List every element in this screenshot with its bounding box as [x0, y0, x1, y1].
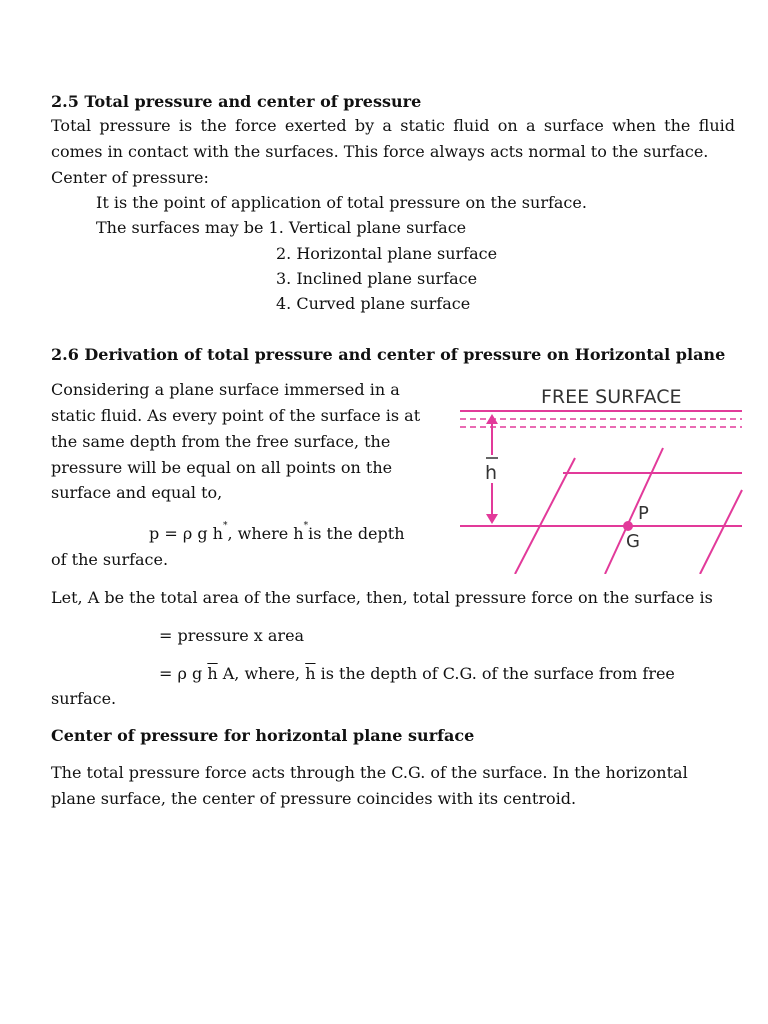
- let-line: Let, A be the total area of the surface, then, total pressure force on the surface is: [51, 588, 713, 607]
- surface-item-3: 3. Inclined plane surface: [276, 269, 478, 288]
- total-pressure-definition-line1: Total pressure is the force exerted by a static fluid on a surface when the fluid: [51, 116, 735, 135]
- pressure-equation-cont: of the surface.: [51, 550, 169, 569]
- depth-label: h: [485, 462, 498, 484]
- depth-arrow-down: [486, 514, 498, 524]
- total-pressure-definition-line2: comes in contact with the surfaces. This force always acts normal to the surface.: [51, 142, 709, 161]
- cop-horizontal-heading: Center of pressure for horizontal plane surface: [51, 726, 475, 745]
- free-surface-label: FREE SURFACE: [541, 386, 682, 408]
- eq1-star-2: *: [303, 521, 309, 531]
- para-line-3: the same depth from the free surface, the: [51, 432, 391, 451]
- plane-right-edge: [700, 490, 742, 574]
- force-equation-1: = pressure x area: [159, 626, 305, 645]
- para-line-4: pressure will be equal on all points on the: [51, 458, 393, 477]
- eq1-star-1: *: [222, 521, 228, 531]
- horizontal-plane-figure: [455, 378, 745, 574]
- surface-item-4: 4. Curved plane surface: [276, 294, 471, 313]
- point-p-label: P: [638, 503, 649, 524]
- eq3-h-bar-2: $\overline{h}$: [305, 664, 316, 683]
- eq1-prefix: p = ρ g h: [149, 524, 223, 543]
- plane-centre-line: [605, 448, 663, 574]
- force-equation-2: [159, 664, 675, 684]
- section-2-5-heading: 2.5 Total pressure and center of pressure: [51, 92, 422, 111]
- eq3-mid: A, where,: [217, 664, 306, 683]
- para-line-5: surface and equal to,: [51, 483, 223, 502]
- centroid-point: [623, 521, 633, 531]
- surface-item-2: 2. Horizontal plane surface: [276, 244, 498, 263]
- cop-horizontal-line1: The total pressure force acts through the C.G. of the surface. In the horizontal: [51, 763, 688, 782]
- para-line-2: static fluid. As every point of the surface is at: [51, 406, 421, 425]
- para-line-1: Considering a plane surface immersed in a: [51, 380, 400, 399]
- eq3-suffix: is the depth of C.G. of the surface from free: [315, 664, 675, 683]
- point-g-label: G: [626, 531, 640, 552]
- pressure-equation: [149, 521, 405, 544]
- force-equation-cont: surface.: [51, 689, 117, 708]
- eq1-mid: , where h: [227, 524, 304, 543]
- cop-horizontal-line2: plane surface, the center of pressure coincides with its centroid.: [51, 789, 577, 808]
- plane-left-edge: [515, 458, 575, 574]
- section-2-6-heading: 2.6 Derivation of total pressure and center of pressure on Horizontal plane: [51, 345, 726, 364]
- depth-arrow-up: [486, 414, 498, 424]
- center-of-pressure-label: Center of pressure:: [51, 168, 209, 187]
- center-of-pressure-definition: It is the point of application of total pressure on the surface.: [96, 193, 587, 212]
- eq3-h-bar: $\overline{h}$: [207, 664, 218, 683]
- eq1-suffix: is the depth: [308, 524, 405, 543]
- eq3-prefix: = ρ g: [159, 664, 208, 683]
- surfaces-intro: The surfaces may be 1. Vertical plane surface: [96, 218, 467, 237]
